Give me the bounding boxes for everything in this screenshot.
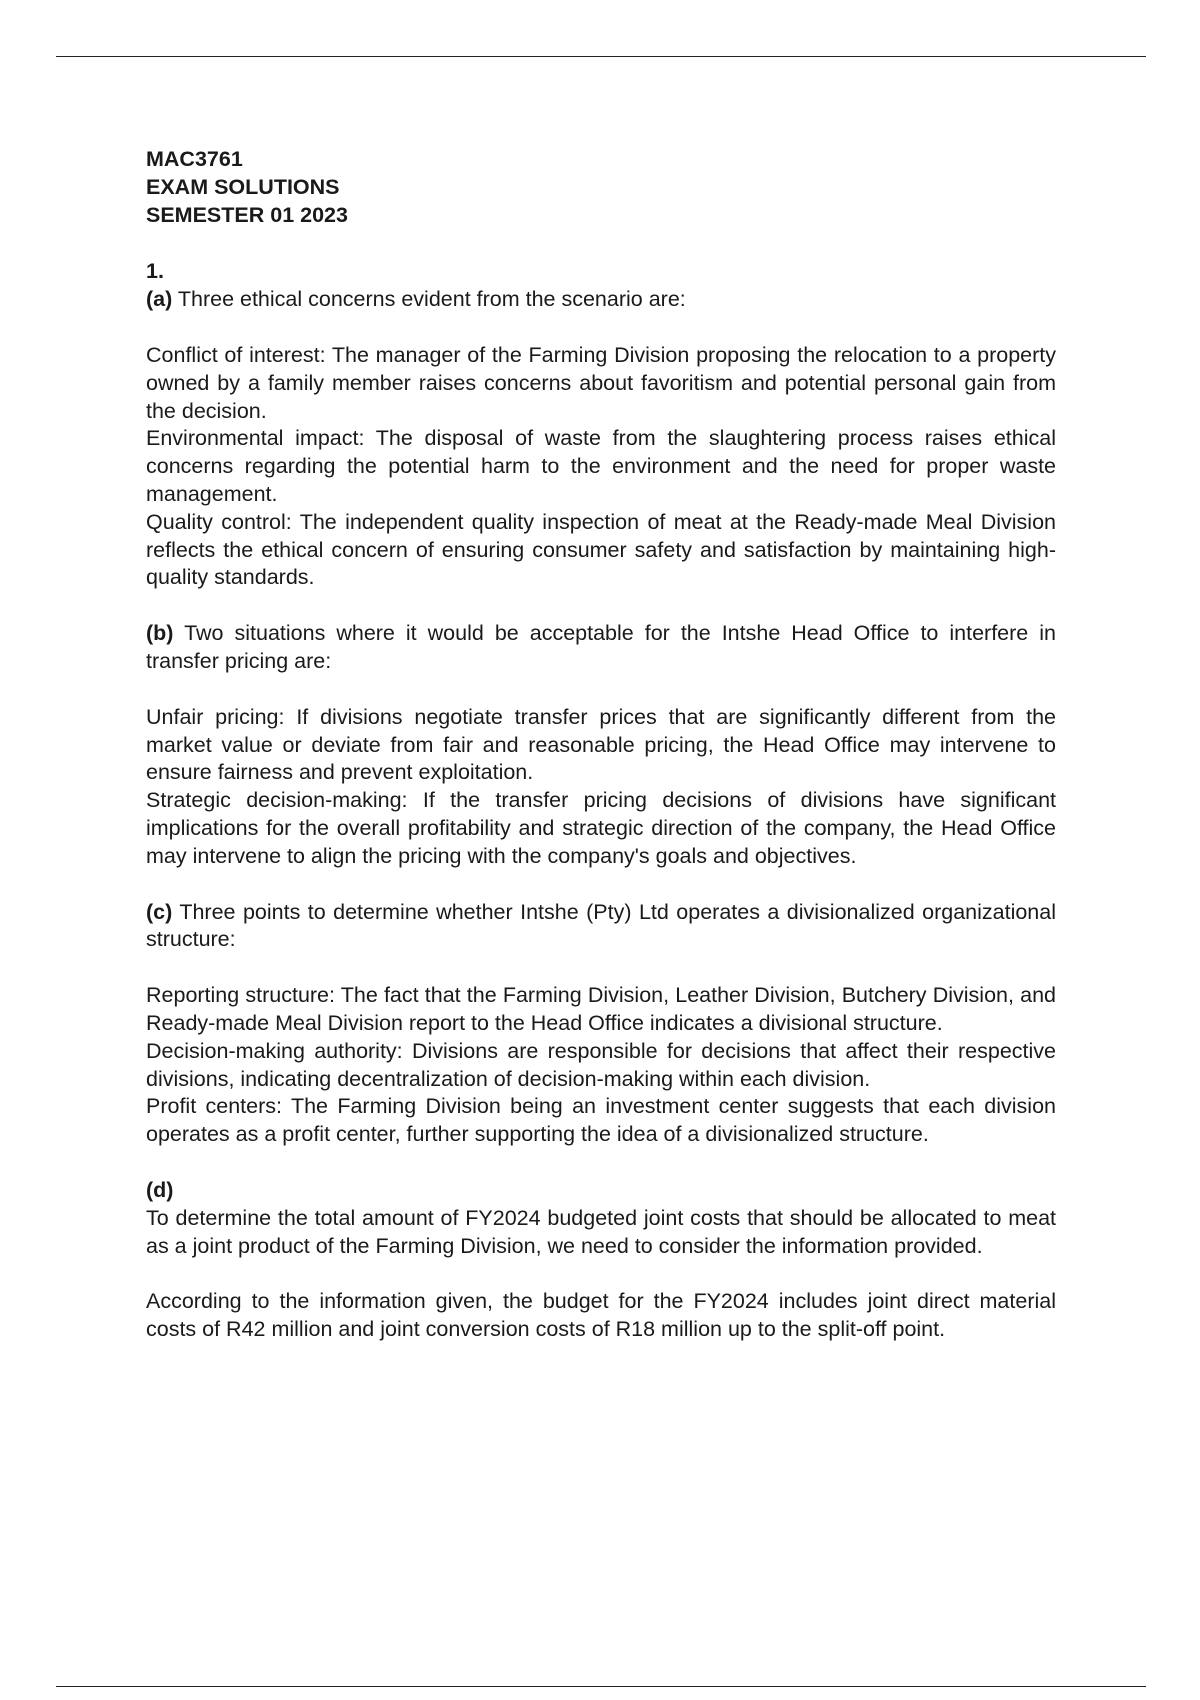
part-a-label: (a) xyxy=(146,287,173,312)
part-c-points xyxy=(146,982,1056,1149)
question-number: 1. xyxy=(146,259,164,284)
part-b-label: (b) xyxy=(146,621,174,646)
semester-label: SEMESTER 01 2023 xyxy=(146,202,348,227)
bottom-rule xyxy=(56,1686,1146,1687)
part-a-point: Quality control: The independent quality inspection of meat at the Ready-made Meal Division reflects the ethical concern of ensuring consumer safety and satisfaction by maintaining high-quality standards. xyxy=(146,509,1056,590)
part-b-points xyxy=(146,704,1056,871)
part-d-label: (d) xyxy=(146,1177,174,1202)
course-code: MAC3761 xyxy=(146,147,243,171)
part-d-paragraph: To determine the total amount of FY2024 budgeted joint costs that should be allocated to meat as a joint product of the Farming Division, we need to consider the information provided. xyxy=(146,1205,1056,1258)
part-c-point: Profit centers: The Farming Division being an investment center suggests that each division operates as a profit center, further supporting the idea of a divisionalized structure. xyxy=(146,1094,1056,1147)
part-b-point: Strategic decision-making: If the transfer pricing decisions of divisions have significant implications for the overall profitability and strategic direction of the company, the Head Office may intervene to align the pricing with the company's goals and objectives. xyxy=(146,788,1056,868)
part-c-label: (c) xyxy=(146,899,173,924)
part-c-point: Reporting structure: The fact that the Farming Division, Leather Division, Butchery Division, and Ready-made Meal Division report to the Head Office indicates a divisional structure. xyxy=(146,983,1056,1035)
part-a-intro xyxy=(146,286,1056,314)
part-a-intro-text: Three ethical concerns evident from the scenario are: xyxy=(172,287,686,312)
part-c-intro xyxy=(146,899,1056,955)
part-b-intro xyxy=(146,620,1056,676)
part-a-point: Environmental impact: The disposal of waste from the slaughtering process raises ethical concerns regarding the potential harm to the environment and the need for proper waste management. xyxy=(146,426,1056,506)
document-body xyxy=(146,146,1056,1344)
document-title: EXAM SOLUTIONS xyxy=(146,174,340,199)
part-c-intro-text: Three points to determine whether Intshe (Pty) Ltd operates a divisionalized organizational structure: xyxy=(146,899,1056,952)
part-a-points xyxy=(146,342,1056,592)
part-a-point: Conflict of interest: The manager of the Farming Division proposing the relocation to a property owned by a family member raises concerns about favoritism and potential personal gain from the decision. xyxy=(146,342,1056,423)
part-b-intro-text: Two situations where it would be acceptable for the Intshe Head Office to interfere in transfer pricing are: xyxy=(146,621,1056,673)
part-c-point: Decision-making authority: Divisions are responsible for decisions that affect their respective divisions, indicating decentralization of decision-making within each division. xyxy=(146,1038,1056,1091)
part-d-paragraph: According to the information given, the budget for the FY2024 includes joint direct material costs of R42 million and joint conversion costs of R18 million up to the split-off point. xyxy=(146,1289,1056,1342)
part-b-point: Unfair pricing: If divisions negotiate transfer prices that are significantly different from the market value or deviate from fair and reasonable pricing, the Head Office may intervene to ensure fairness and prevent exploitation. xyxy=(146,704,1056,785)
top-rule xyxy=(56,56,1146,57)
